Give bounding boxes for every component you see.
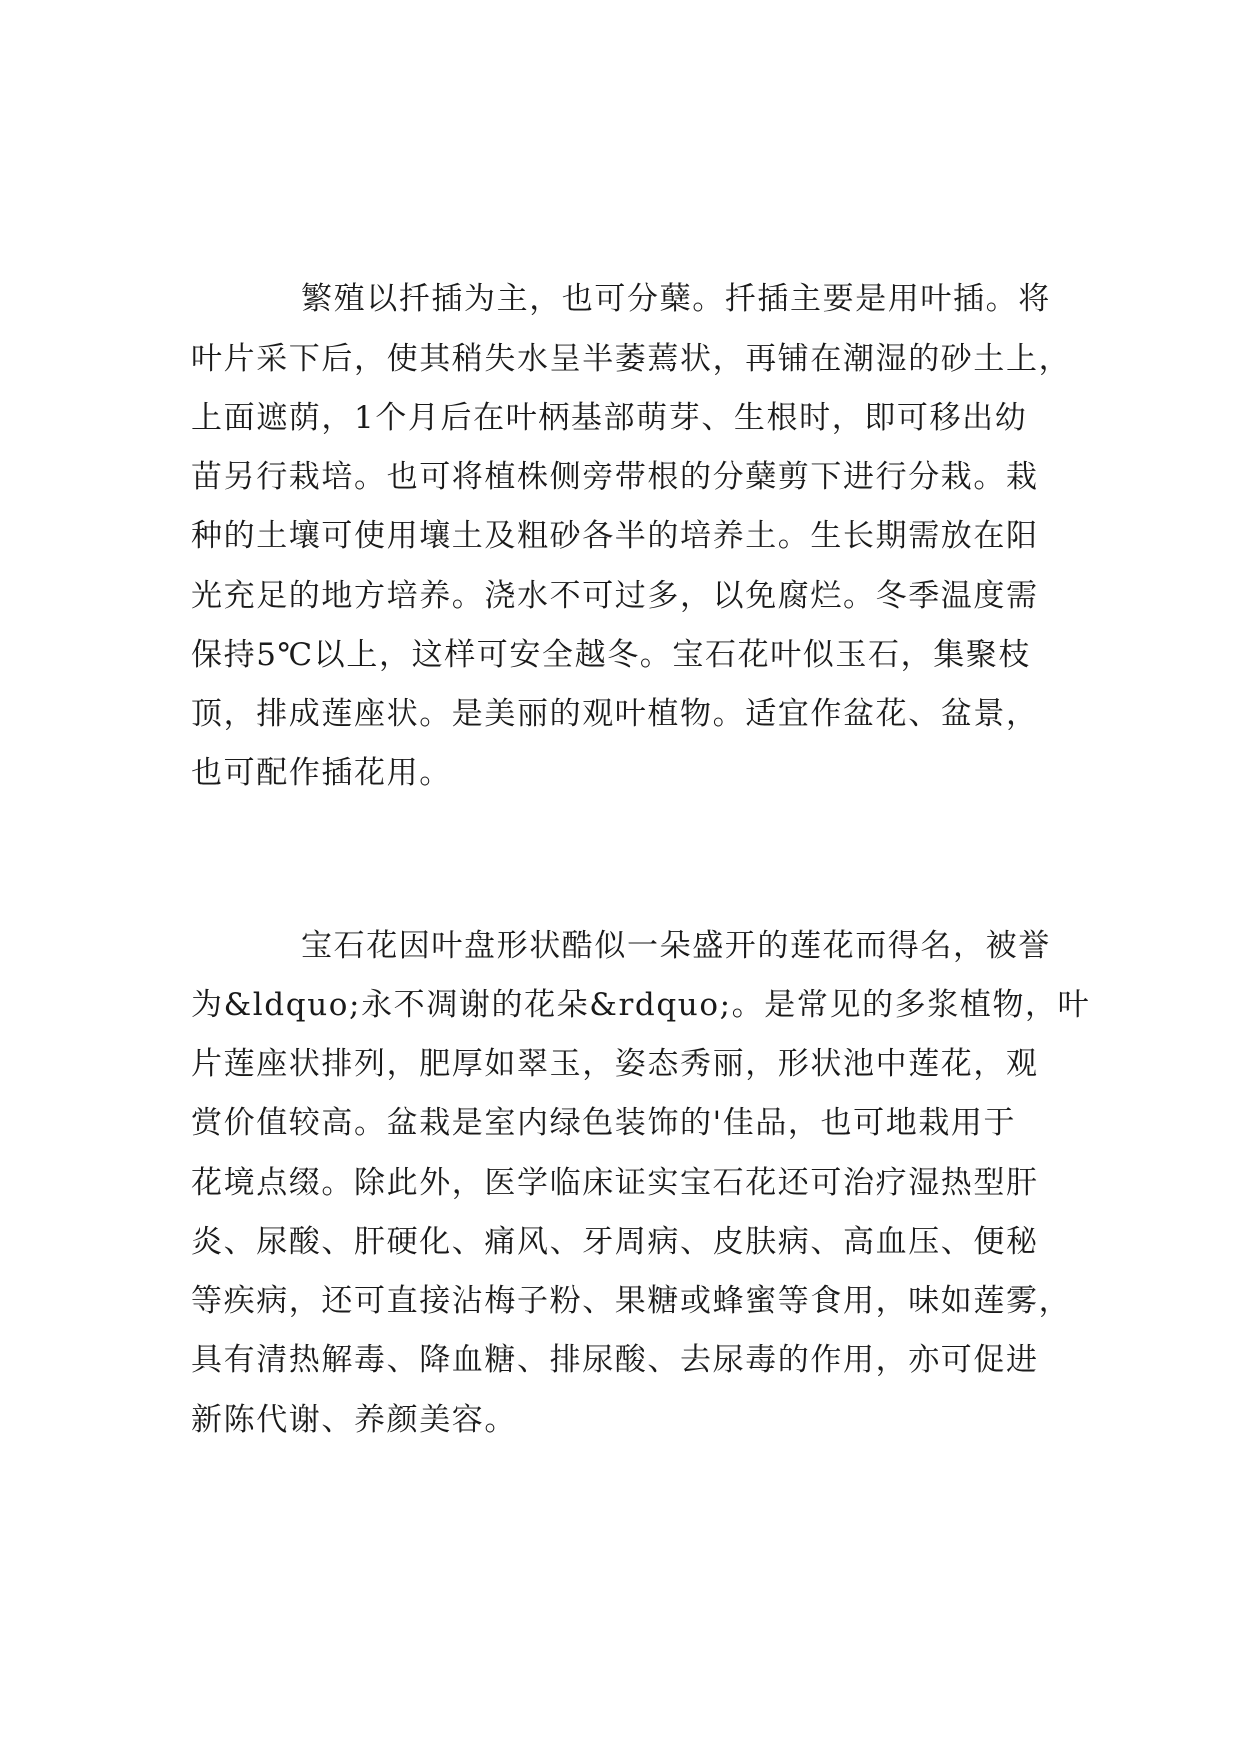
paragraph-line: 炎、尿酸、肝硬化、痛风、牙周病、皮肤病、高血压、便秘 [191, 1224, 1039, 1260]
paragraph-line: 苗另行栽培。也可将植株侧旁带根的分蘖剪下进行分栽。栽 [191, 459, 1039, 495]
paragraph-line: 叶片采下后，使其稍失水呈半萎蔫状，再铺在潮湿的砂土上， [191, 341, 1072, 377]
paragraph-line: 片莲座状排列，肥厚如翠玉，姿态秀丽，形状池中莲花，观 [191, 1046, 1039, 1082]
paragraph-line: 具有清热解毒、降血糖、排尿酸、去尿毒的作用，亦可促进 [191, 1342, 1039, 1378]
paragraph-line: 上面遮荫，1个月后在叶柄基部萌芽、生根时，即可移出幼 [191, 400, 1028, 436]
paragraph-line: 为&ldquo;永不凋谢的花朵&rdquo;。是常见的多浆植物，叶 [191, 987, 1091, 1023]
paragraph-line: 宝石花因叶盘形状酷似一朵盛开的莲花而得名，被誉 [301, 928, 1051, 964]
paragraph-line: 光充足的地方培养。浇水不可过多，以免腐烂。冬季温度需 [191, 578, 1039, 614]
paragraph-line: 种的土壤可使用壤土及粗砂各半的培养土。生长期需放在阳 [191, 518, 1039, 554]
paragraph-line: 新陈代谢、养颜美容。 [191, 1402, 517, 1438]
paragraph-line: 也可配作插花用。 [191, 755, 452, 791]
paragraph-line: 顶，排成莲座状。是美丽的观叶植物。适宜作盆花、盆景， [191, 696, 1039, 732]
paragraph-line: 花境点缀。除此外，医学临床证实宝石花还可治疗湿热型肝 [191, 1165, 1039, 1201]
paragraph-line: 赏价值较高。盆栽是室内绿色装饰的'佳品，也可地栽用于 [191, 1105, 1017, 1141]
paragraph-line: 繁殖以扦插为主，也可分蘖。扦插主要是用叶插。将 [301, 281, 1051, 317]
paragraph-line: 保持5℃以上，这样可安全越冬。宝石花叶似玉石，集聚枝 [191, 637, 1031, 673]
paragraph-line: 等疾病，还可直接沾梅子粉、果糖或蜂蜜等食用，味如莲雾， [191, 1283, 1072, 1319]
